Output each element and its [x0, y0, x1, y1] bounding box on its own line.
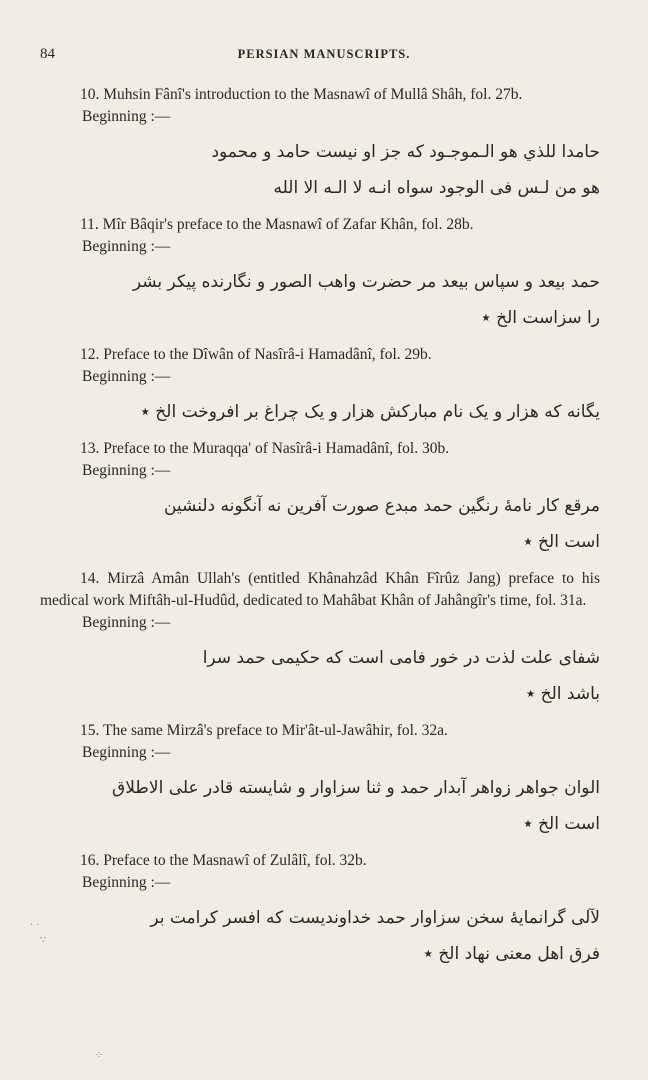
quote-line: لآلی گرانمايهٔ سخن سزاوار حمد خداونديست كه افسر كرامت بر [150, 908, 600, 928]
page-body [40, 84, 600, 980]
entry-12 [40, 344, 600, 430]
entry-14 [40, 568, 600, 712]
quote-line: را سزاست الخ ٭ [481, 308, 600, 328]
quote-line: باشد الخ ٭ [525, 684, 600, 704]
entry-16 [40, 850, 600, 972]
beginning-label: Beginning :— [82, 614, 171, 631]
paper-speck: ⁘ [95, 1050, 104, 1061]
persian-quote [40, 264, 600, 336]
page-number: 84 [40, 46, 55, 62]
entry-text: 15. The same Mirzâ's preface to Mir'ât-ul-Jawâhir, fol. 32a. [80, 722, 448, 739]
entry-text: 13. Preface to the Muraqqa' of Nasîrâ-i Hamadânî, fol. 30b. [80, 440, 450, 457]
entry-description [40, 344, 600, 366]
entry-15 [40, 720, 600, 842]
persian-quote [40, 900, 600, 972]
quote-line: يگانه كه هزار و يک نام مبارکش هزار و يک چراغ بر افروخت الخ ٭ [140, 402, 600, 422]
running-title: PERSIAN MANUSCRIPTS. [237, 47, 411, 61]
entry-text: 14. Mirzâ Amân Ullah's (entitled Khânahzâd Khân Fîrûz Jang) preface to his medical work Miftâh-ul-Hudûd, dedicated to Mahâbat Khân of Jahângîr's time, fol. 31a. [40, 570, 600, 609]
beginning-label: Beginning :— [82, 874, 171, 891]
beginning-label: Beginning :— [82, 238, 171, 255]
quote-line: حامدا للذي هو الـموجـود كه جز او نيست حامد و محمود [211, 142, 600, 162]
beginning-label: Beginning :— [82, 462, 171, 479]
persian-quote [40, 770, 600, 842]
quote-line: مرقع كار نامهٔ رنگين حمد مبدع صورت آفرين نه آنگونه دلنشين [163, 496, 600, 516]
quote-line: حمد بيعد و سپاس بيعد مر حضرت واهب الصور و نگارنده پيكر بشر [132, 272, 600, 292]
entry-text: 16. Preface to the Masnawî of Zulâlî, fol. 32b. [80, 852, 367, 869]
quote-line: است الخ ٭ [523, 532, 600, 552]
entry-description [40, 568, 600, 612]
quote-line: هو من لـس فی الوجود سواه انـه لا الـه الا الله [273, 178, 600, 198]
page-header [0, 46, 648, 70]
entry-description [40, 438, 600, 460]
entry-11 [40, 214, 600, 336]
beginning-label: Beginning :— [82, 108, 171, 125]
quote-line: فرق اهل معنی نهاد الخ ٭ [423, 944, 600, 964]
quote-line: است الخ ٭ [523, 814, 600, 834]
entry-10 [40, 84, 600, 206]
entry-description [40, 214, 600, 236]
persian-quote [40, 640, 600, 712]
entry-text: 11. Mîr Bâqir's preface to the Masnawî of Zafar Khân, fol. 28b. [80, 216, 474, 233]
quote-line: الوان جواهر زواهر آبدار حمد و ثنا سزاوار و شايسته قادر علی الاطلاق [112, 778, 600, 798]
quote-line: شفای علت لذت در خور فامی است كه حكيمی حمد سرا [202, 648, 600, 668]
persian-quote [40, 394, 600, 430]
paper-speck: ∵ [40, 935, 47, 946]
entry-text: 12. Preface to the Dîwân of Nasîrâ-i Hamadânî, fol. 29b. [80, 346, 432, 363]
persian-quote [40, 134, 600, 206]
entry-description [40, 84, 600, 106]
beginning-label: Beginning :— [82, 368, 171, 385]
persian-quote [40, 488, 600, 560]
beginning-label: Beginning :— [82, 744, 171, 761]
entry-13 [40, 438, 600, 560]
paper-speck: · · [30, 920, 40, 931]
entry-description [40, 720, 600, 742]
entry-text: 10. Muhsin Fânî's introduction to the Masnawî of Mullâ Shâh, fol. 27b. [80, 86, 523, 103]
entry-description [40, 850, 600, 872]
